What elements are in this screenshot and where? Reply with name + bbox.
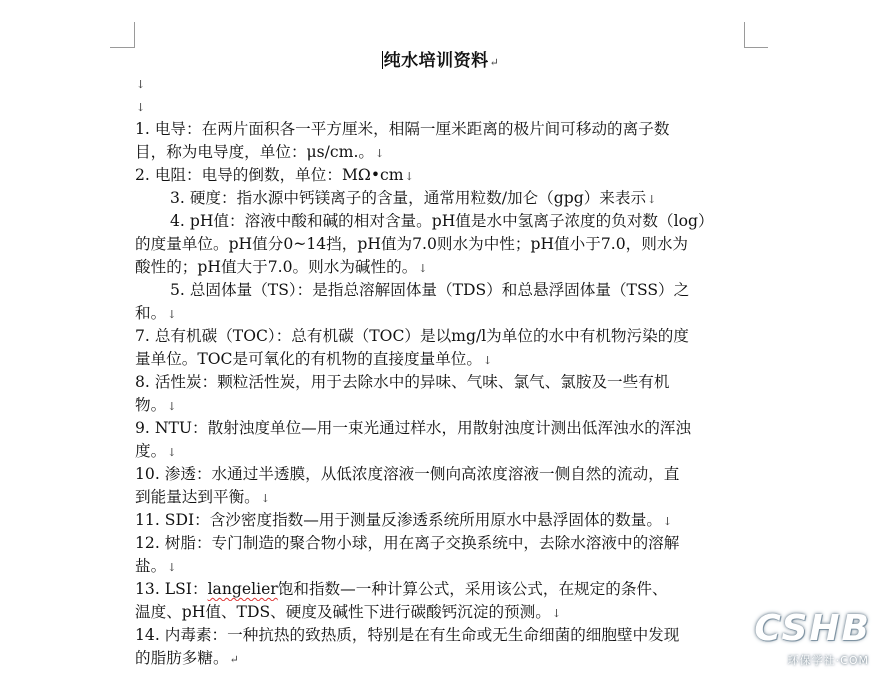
spellcheck-word: langelier	[207, 580, 278, 598]
paragraph-line: 量单位。TOC是可氧化的有机物的直接度量单位。↓	[135, 350, 493, 368]
paragraph-line: 盐。↓	[135, 557, 177, 575]
paragraph-line: 1. 电导：在两片面积各一平方厘米，相隔一厘米距离的极片间可移动的离子数	[135, 120, 670, 138]
title-text: 纯水培训资料	[383, 51, 489, 71]
paragraph-mark: ↓	[136, 101, 146, 114]
paragraph-line: 度。↓	[135, 442, 177, 460]
empty-paragraph	[135, 72, 750, 96]
paragraph-line: 11. SDI：含沙密度指数—用于测量反渗透系统所用原水中悬浮固体的数量。↓	[135, 511, 673, 529]
watermark-subtitle: 环保学社·COM	[787, 654, 869, 667]
paragraph-line: 温度、pH值、TDS、硬度及碱性下进行碳酸钙沉淀的预测。↓	[135, 603, 562, 621]
crop-mark-top-right-v	[744, 22, 745, 48]
paragraph-line: 12. 树脂：专门制造的聚合物小球，用在离子交换系统中，去除水溶液中的溶解	[135, 534, 680, 552]
paragraph-line: 14. 内毒素：一种抗热的致热质，特别是在有生命或无生命细菌的细胞壁中发现	[135, 626, 680, 644]
paragraph-mark: ↓	[136, 78, 146, 91]
paragraph-line: 9. NTU：散射浊度单位—用一束光通过样水，用散射浊度计测出低浑浊水的浑浊	[135, 419, 692, 437]
paragraph-line: 7. 总有机碳（TOC）：总有机碳（TOC）是以mg/l为单位的水中有机物污染的度	[135, 327, 689, 345]
paragraph-line: 5. 总固体量（TS）：是指总溶解固体量（TDS）和总悬浮固体量（TSS）之	[170, 281, 690, 299]
document-title[interactable]	[0, 46, 881, 71]
paragraph-line: 4. pH值：溶液中酸和碱的相对含量。pH值是水中氢离子浓度的负对数（log）	[170, 212, 714, 230]
paragraph-line: 物。↓	[135, 396, 177, 414]
paragraph-line: 到能量达到平衡。↓	[135, 488, 270, 506]
paragraph-mark: ↵	[489, 56, 500, 69]
paragraph-line: 3. 硬度：指水源中钙镁离子的含量，通常用粒数/加仑（gpg）来表示↓	[170, 189, 657, 207]
site-watermark	[665, 608, 875, 670]
crop-mark-top-left-v	[134, 22, 135, 48]
paragraph-line: 的脂肪多糖。↵	[135, 649, 239, 667]
paragraph-line: 和。↓	[135, 304, 177, 322]
paragraph-line: 酸性的；pH值大于7.0。则水为碱性的。↓	[135, 258, 428, 276]
paragraph-line: 目，称为电导度，单位：μs/cm.。↓	[135, 143, 385, 161]
watermark-logo: CSHB	[754, 608, 871, 649]
paragraph-line: 2. 电阻：电导的倒数，单位：MΩ•cm↓	[135, 166, 414, 184]
paragraph-line: 的度量单位。pH值分0~14挡，pH值为7.0则水为中性；pH值小于7.0，则水为	[135, 235, 689, 253]
paragraph-line: 13. LSI：langelier饱和指数—一种计算公式，采用该公式，在规定的条件、	[135, 580, 668, 598]
text-cursor	[382, 51, 383, 69]
paragraph-line: 10. 渗透：水通过半透膜，从低浓度溶液一侧向高浓度溶液一侧自然的流动，直	[135, 465, 680, 483]
empty-paragraph	[135, 95, 750, 119]
paragraph-line: 8. 活性炭：颗粒活性炭，用于去除水中的异味、气味、氯气、氯胺及一些有机	[135, 373, 670, 391]
